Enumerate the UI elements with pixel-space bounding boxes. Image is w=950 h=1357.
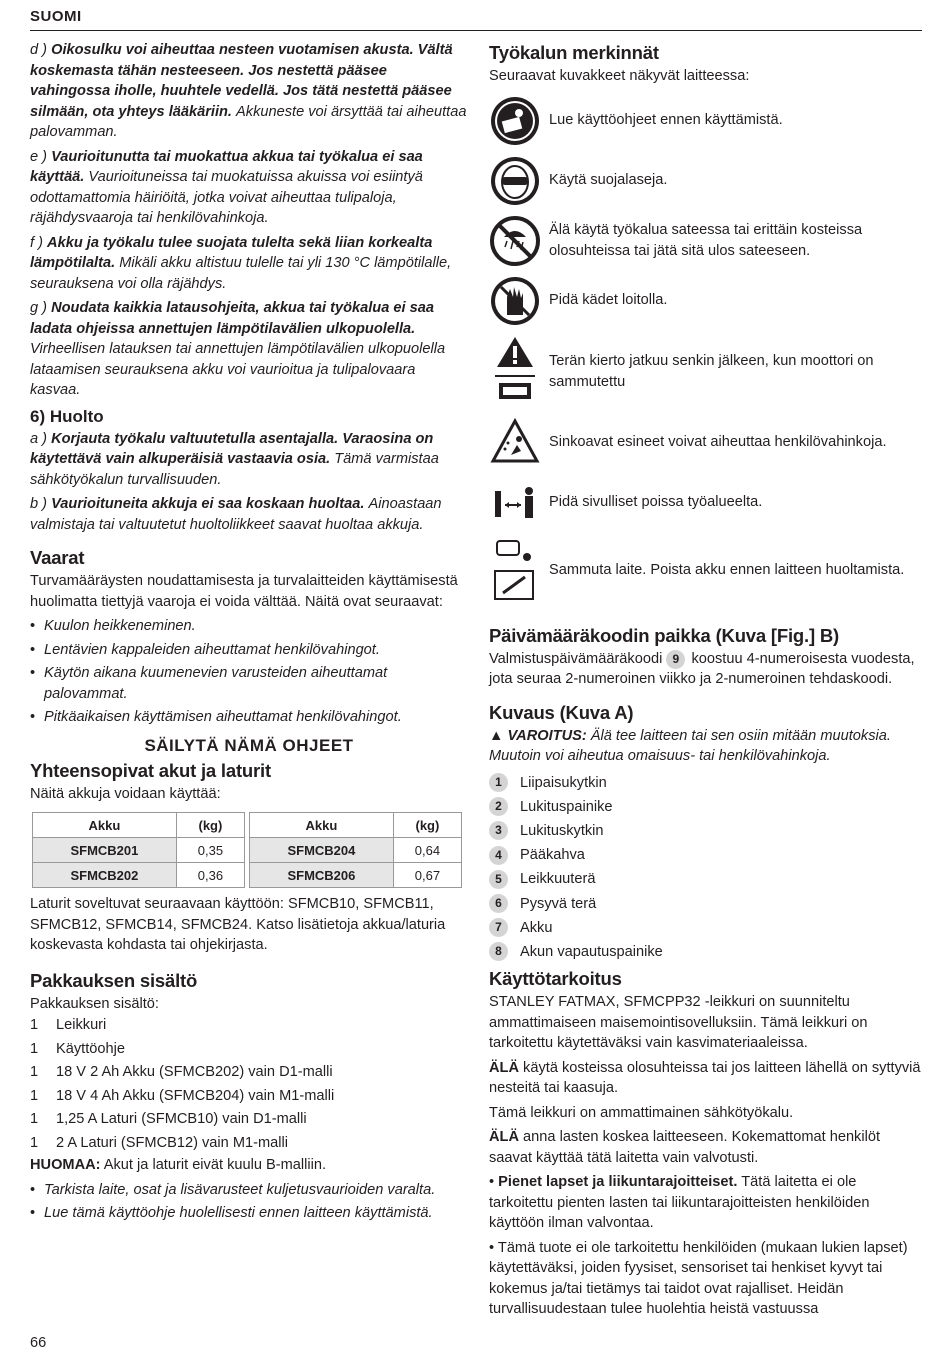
blade-coast-warning-icon	[489, 335, 541, 409]
list-item: 2 Lukituspainike	[489, 795, 922, 819]
safety-glasses-icon	[489, 155, 541, 207]
warning-icon: ▲	[489, 727, 504, 744]
table-header: (kg)	[393, 813, 461, 838]
use-p6: • Tämä tuote ei ole tarkoitettu henkilöiden (mukaan lukien lapset) käytettäväksi, joiden fyysiset, sensoriset tai henkiset kyvyt tai kokemus ja/tai tietämys tai taidot ovat rajalliset. Heidän turvallisuudestaan tulee huolehtia heistä vastuussa	[489, 1239, 908, 1317]
symbol-label: Sinkoavat esineet voivat aiheuttaa henkilövahinkoja.	[549, 434, 887, 451]
symbol-row	[489, 95, 922, 147]
table-cell: SFMCB202	[33, 863, 177, 888]
symbol-row	[489, 417, 922, 469]
table-header: (kg)	[176, 813, 244, 838]
vaarat-heading: Vaarat	[30, 547, 85, 568]
pack-bullets	[30, 1180, 468, 1224]
date-code-heading: Päivämääräkoodin paikka (Kuva [Fig.] B)	[489, 624, 839, 646]
list-item: 1 18 V 2 Ah Akku (SFMCB202) vain D1-malli	[30, 1064, 333, 1080]
table-cell: SFMCB204	[249, 838, 393, 863]
list-item: • Pitkäaikaisen käyttämisen aiheuttamat henkilövahingot.	[30, 707, 468, 728]
rule-ha: a ) Korjauta työkalu valtuutetulla asentajalla. Varaosina on käytettävä vain alkuperäisiä vastaavia osia. Tämä varmistaa sähkötyökalun turvallisuuden.	[30, 430, 439, 488]
compat-text: Näitä akkuja voidaan käyttää:	[30, 785, 221, 802]
vaarat-list	[30, 616, 468, 728]
marks-heading: Työkalun merkinnät	[489, 42, 659, 63]
use-p5: • Pienet lapset ja liikuntarajoitteiset. Tätä laitetta ei ole tarkoitettu pienten lasten tai liikuntarajoitteisten henkilöiden käyttöön ilman valvontaa.	[489, 1174, 870, 1231]
no-rain-icon	[489, 215, 541, 267]
list-item: • Kuulon heikkeneminen.	[30, 616, 468, 637]
list-item: • Lentävien kappaleiden aiheuttamat henkilövahingot.	[30, 640, 468, 661]
table-cell: SFMCB206	[249, 863, 393, 888]
pack-intro: Pakkauksen sisältö:	[30, 995, 159, 1012]
warning: ▲ VAROITUS: Älä tee laitteen tai sen osiin mitään muutoksia. Muutoin voi aiheutua omaisuus- tai henkilövahinkoja.	[489, 727, 891, 764]
table-cell: 0,35	[176, 838, 244, 863]
battery-table	[32, 812, 462, 888]
list-item: 1 Leikkuri	[30, 1017, 107, 1033]
list-item: 1 2 A Laturi (SFMCB12) vain M1-malli	[30, 1134, 288, 1151]
list-item: 1 Liipaisukytkin	[489, 771, 922, 795]
symbol-row	[489, 537, 922, 605]
language-label: SUOMI	[30, 8, 82, 25]
symbol-label: Pidä sivulliset poissa työalueelta.	[549, 494, 763, 511]
rule-d: d ) Oikosulku voi aiheuttaa nesteen vuotamisen akusta. Vältä koskemasta tähän nesteeseen. Jos nestettä pääsee vahingossa iholle, huuhtele vedellä. Jos tätä nestettä pääsee silmään, ota yhteys lääkäriin. Akkuneste voi ärsyttää tai aiheuttaa palovamman.	[30, 42, 467, 140]
list-item: • Tarkista laite, osat ja lisävarusteet kuljetusvaurioiden varalta.	[30, 1180, 468, 1201]
list-item: 6 Pysyvä terä	[489, 891, 922, 915]
list-item: • Lue tämä käyttöohje huolellisesti ennen laitteen käyttämistä.	[30, 1203, 468, 1224]
keep-bystanders-away-icon	[489, 477, 541, 529]
symbol-label: Käytä suojalaseja.	[549, 172, 668, 189]
list-item: 5 Leikkuuterä	[489, 867, 922, 891]
keep-hands-away-icon	[489, 275, 541, 327]
symbol-label: Sammuta laite. Poista akku ennen laitteen huoltamista.	[549, 562, 905, 579]
table-row	[33, 863, 462, 888]
table-row	[33, 838, 462, 863]
symbol-row	[489, 477, 922, 529]
list-item: 1 1,25 A Laturi (SFMCB10) vain D1-malli	[30, 1111, 307, 1127]
rule-hb: b ) Vaurioituneita akkuja ei saa koskaan huoltaa. Ainoastaan valmistaja tai valtuutetut huoltoliikkeet saavat huoltaa akkuja.	[30, 496, 442, 533]
symbol-label: Pidä kädet loitolla.	[549, 292, 668, 309]
symbol-label: Terän kierto jatkuu senkin jälkeen, kun moottori on sammutettu	[549, 353, 874, 390]
use-p4: ÄLÄ anna lasten koskea laitteeseen. Kokemattomat henkilöt saavat käyttää tätä laitetta vain valvotusti.	[489, 1129, 881, 1166]
symbol-row	[489, 335, 922, 409]
huolto-heading: 6) Huolto	[30, 406, 104, 426]
pack-heading: Pakkauksen sisältö	[30, 969, 198, 991]
table-cell: 0,64	[393, 838, 461, 863]
table-header-row	[33, 813, 462, 838]
chargers-text: Laturit soveltuvat seuraavaan käyttöön: SFMCB10, SFMCB11, SFMCB12, SFMCB14, SFMCB24. Katso lisätietoja akkua/laturia koskevasta kohdasta tai ohjekirjasta.	[30, 896, 446, 953]
use-heading: Käyttötarkoitus	[489, 968, 622, 989]
use-p1: STANLEY FATMAX, SFMCPP32 -leikkuri on suunniteltu ammattimaiseen maisemointisovelluksiin. Tämä leikkuri on tarkoitettu käytettäväksi vain kasvimateriaaleissa.	[489, 994, 868, 1051]
list-item: 7 Akku	[489, 916, 922, 940]
list-item: 3 Lukituskytkin	[489, 819, 922, 843]
save-instructions-heading: SÄILYTÄ NÄMÄ OHJEET	[144, 735, 354, 755]
symbol-row	[489, 215, 922, 267]
page-number: 66	[30, 1335, 47, 1351]
rule-e: e ) Vaurioitunutta tai muokattua akkua tai työkalua ei saa käyttää. Vaurioituneissa tai muokatuissa akuissa voi esiintyä odottamattomia häiriöitä, jotka voivat aiheuttaa tulipaloja, räjähdysvaaroja tai henkilövahinkoja.	[30, 148, 423, 226]
table-cell: SFMCB201	[33, 838, 177, 863]
use-p3: Tämä leikkuri on ammattimainen sähkötyökalu.	[489, 1104, 794, 1121]
thrown-objects-icon	[489, 417, 541, 469]
list-item: 1 Käyttöohje	[30, 1040, 125, 1057]
symbol-label: Lue käyttöohjeet ennen käyttämistä.	[549, 112, 783, 129]
callout-number: 9	[666, 650, 685, 669]
list-item: • Käytön aikana kuumenevien varusteiden aiheuttamat palovammat.	[30, 663, 468, 704]
description-heading: Kuvaus (Kuva A)	[489, 701, 634, 723]
rule-g: g ) Noudata kaikkia latausohjeita, akkua tai työkalua ei saa ladata ohjeissa annettujen lämpötilavälien ulkopuolella. Virheellisen latauksen tai annettujen lämpötilavälien ulkopuolella lataamisen seurauksena akku voi vaurioitua ja tulipalovaara kasvaa.	[30, 300, 446, 398]
use-p2: ÄLÄ käytä kosteissa olosuhteissa tai jos laitteen lähellä on syttyviä nesteitä tai kaasuja.	[489, 1059, 921, 1096]
left-column	[30, 40, 468, 1227]
table-cell: 0,36	[176, 863, 244, 888]
symbol-label: Älä käytä työkalua sateessa tai erittäin kosteissa olosuhteissa tai jätä sitä ulos sateeseen.	[549, 222, 863, 259]
list-item: 4 Pääkahva	[489, 843, 922, 867]
parts-list	[489, 771, 922, 965]
compat-heading: Yhteensopivat akut ja laturit	[30, 759, 271, 781]
note: HUOMAA: Akut ja laturit eivät kuulu B-malliin.	[30, 1157, 327, 1173]
symbol-row	[489, 155, 922, 207]
date-code-text: Valmistuspäivämääräkoodi 9 koostuu 4-numeroisesta vuodesta, jota seuraa 2-numeroinen viikko ja 2-numeroinen tehdaskoodi.	[489, 650, 915, 687]
vaarat-text: Turvamääräysten noudattamisesta ja turvalaitteiden käyttämisestä huolimatta tiettyjä vaaroja ei voida välttää. Näitä ovat seuraavat:	[30, 573, 458, 610]
list-item: 8 Akun vapautuspainike	[489, 940, 922, 964]
table-header: Akku	[33, 813, 177, 838]
table-header: Akku	[249, 813, 393, 838]
marks-intro: Seuraavat kuvakkeet näkyvät laitteessa:	[489, 68, 750, 84]
list-item: 1 18 V 4 Ah Akku (SFMCB204) vain M1-malli	[30, 1087, 335, 1104]
right-column	[489, 40, 922, 1324]
remove-battery-icon	[489, 537, 541, 605]
page-header	[30, 8, 922, 31]
symbol-row	[489, 275, 922, 327]
rule-f: f ) Akku ja työkalu tulee suojata tulelta sekä liian korkealta lämpötilalta. Mikäli akku altistuu tulelle tai yli 130 °C lämpötilalle, seurauksena voi olla räjähdys.	[30, 234, 452, 292]
pack-list	[30, 1014, 468, 1155]
table-cell: 0,67	[393, 863, 461, 888]
read-manual-icon	[489, 95, 541, 147]
